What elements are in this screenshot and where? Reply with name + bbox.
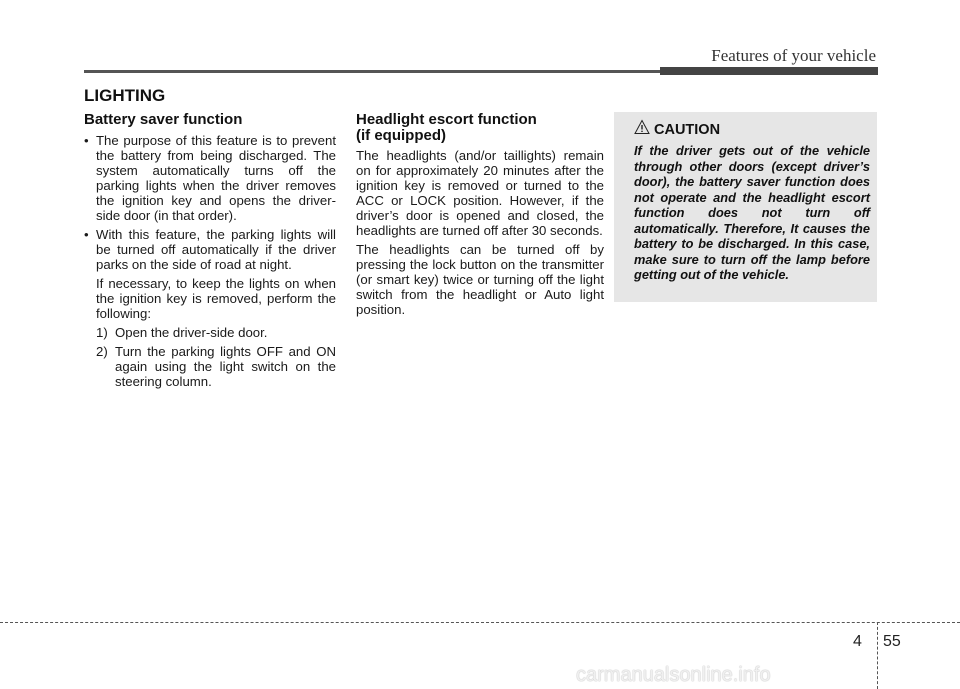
bullet-dot: • [84, 132, 89, 148]
section-title: LIGHTING [84, 86, 166, 105]
caution-body: If the driver gets out of the vehicle through other doors (except driver’s door), the battery saver function does not operate and the headlight escort function does not turn off automatically. Therefore, It causes the battery to be discharged. In this case, make sure to turn off the lamp before getting out of the vehicle. [634, 143, 870, 282]
followup-text: If necessary, to keep the lights on when the ignition key is removed, perform the following: [96, 275, 336, 321]
step-text: Turn the parking lights OFF and ON again using the light switch on the steering column. [115, 343, 336, 389]
headlight-escort-column [356, 112, 604, 321]
header-title: Features of your vehicle [711, 46, 876, 65]
escort-paragraph: The headlights (and/or taillights) remain on for approximately 20 minutes after the ignition key is removed or turned to the ACC or LOCK position. However, if the driver’s door is opened and closed, the headlights are turned off after 30 seconds. [356, 148, 604, 238]
bullet-text: With this feature, the parking lights will be turned off automatically if the driver parks on the side of road at night. [96, 226, 336, 272]
caution-box [614, 112, 877, 302]
page-number-divider [877, 622, 878, 689]
bullet-item [84, 133, 336, 223]
bullet-dot: • [84, 226, 89, 242]
footer-rule [0, 622, 960, 623]
battery-saver-heading: Battery saver function [84, 111, 243, 128]
step-number: 1) [96, 324, 108, 340]
escort-paragraph: The headlights can be turned off by pressing the lock button on the transmitter (or smart key) twice or turning off the light switch from the headlight or Auto light position. [356, 242, 604, 317]
step-text: Open the driver-side door. [115, 324, 268, 340]
bullet-item [84, 227, 336, 272]
warning-triangle-icon [634, 119, 650, 135]
heading-line-2: (if equipped) [356, 126, 446, 144]
step-item [84, 325, 336, 340]
caution-title: CAUTION [654, 122, 721, 138]
page-number: 55 [883, 633, 901, 650]
step-item [84, 344, 336, 389]
step-number: 2) [96, 343, 108, 359]
bullet-text: The purpose of this feature is to prevent the battery from being discharged. The system automatically turns off the parking lights when the driver removes the ignition key and opens the driver-side door (in that order). [96, 132, 336, 223]
headlight-escort-heading [356, 112, 604, 143]
heading-line-1: Headlight escort function [356, 111, 537, 128]
watermark: carmanualsonline.info [576, 664, 771, 686]
header-rule-accent [660, 67, 878, 75]
battery-saver-column [84, 112, 336, 393]
chapter-number: 4 [853, 633, 862, 650]
